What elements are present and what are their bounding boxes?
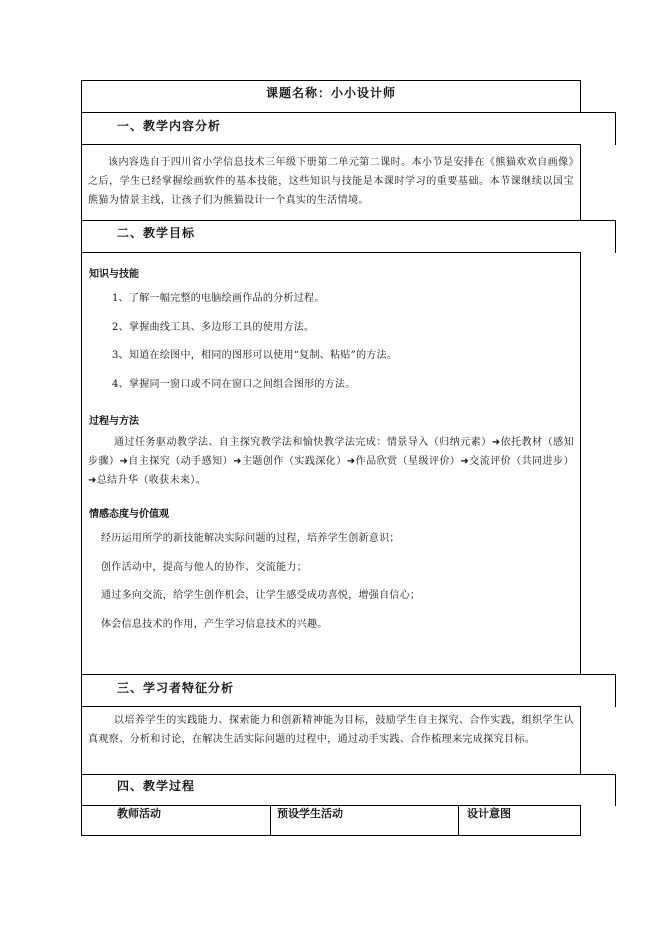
section4-heading: 四、教学过程 — [117, 779, 196, 793]
knowledge-item: 2、掌握曲线工具、多边形工具的使用方法。 — [112, 322, 315, 333]
attitude-item: 经历运用所学的新技能解决实际问题的过程，培养学生创新意识； — [101, 533, 400, 544]
knowledge-item: 4、掌握同一窗口或不同在窗口之间组合图形的方法。 — [112, 379, 356, 390]
process-label: 过程与方法 — [89, 416, 139, 427]
knowledge-item: 1、了解一幅完整的电脑绘画作品的分析过程。 — [112, 293, 325, 304]
section1-content-row — [81, 144, 581, 221]
section2-heading: 二、教学目标 — [117, 226, 196, 240]
section3-heading: 三、学习者特征分析 — [117, 681, 235, 695]
section1-heading-row — [81, 112, 616, 145]
title-row — [81, 80, 581, 113]
knowledge-item: 3、知道在绘图中，相同的图形可以使用“复制、粘贴”的方法。 — [112, 350, 398, 361]
section3-content-row — [81, 706, 581, 775]
section1-text: 该内容选自于四川省小学信息技术三年级下册第二单元第二课时。本小节是安排在《熊猫欢欢自画像》之后，学生已经掌握绘画软件的基本技能，这些知识与技能是本课时学习的重要基础。本节课继续以国宝熊猫为情景主线，让孩子们为熊猫设计一个真实的生活情境。 — [88, 157, 574, 206]
section1-heading: 一、教学内容分析 — [117, 119, 222, 133]
column-header-intent: 设计意图 — [458, 806, 577, 835]
section2-heading-row — [81, 220, 616, 253]
attitude-label: 情感态度与价值观 — [89, 509, 169, 520]
section3-text: 以培养学生的实践能力、探索能力和创新精神能为目标，鼓励学生自主探究、合作实践，组织学生认真观察、分析和讨论，在解决生活实际问题的过程中，通过动手实践、合作梳理来完成探究目标。 — [88, 715, 574, 745]
attitude-item: 体会信息技术的作用，产生学习信息技术的兴趣。 — [101, 619, 328, 630]
column-header-student: 预设学生活动 — [270, 806, 459, 835]
attitude-item: 创作活动中，提高与他人的协作、交流能力； — [101, 562, 307, 573]
section4-heading-row — [81, 774, 616, 806]
knowledge-label: 知识与技能 — [89, 269, 139, 280]
process-text: 通过任务驱动教学法、自主探究教学法和愉快教学法完成：情景导入（归纳元素）➜依托教材（感知步骤）➜自主探究（动手感知）➜主题创作（实践深化）➜作品欣赏（星级评价）➜交流评价（共同进步）➜总结升华（收获未来）。 — [88, 437, 574, 486]
section3-heading-row — [81, 674, 616, 707]
attitude-item: 通过多向交流，给学生创作机会，让学生感受成功喜悦，增强自信心； — [101, 590, 421, 601]
lesson-title: 课题名称：小小设计师 — [265, 86, 396, 100]
process-table-header — [81, 805, 581, 836]
section2-content-row — [81, 252, 581, 675]
column-header-teacher: 教师活动 — [117, 807, 161, 820]
